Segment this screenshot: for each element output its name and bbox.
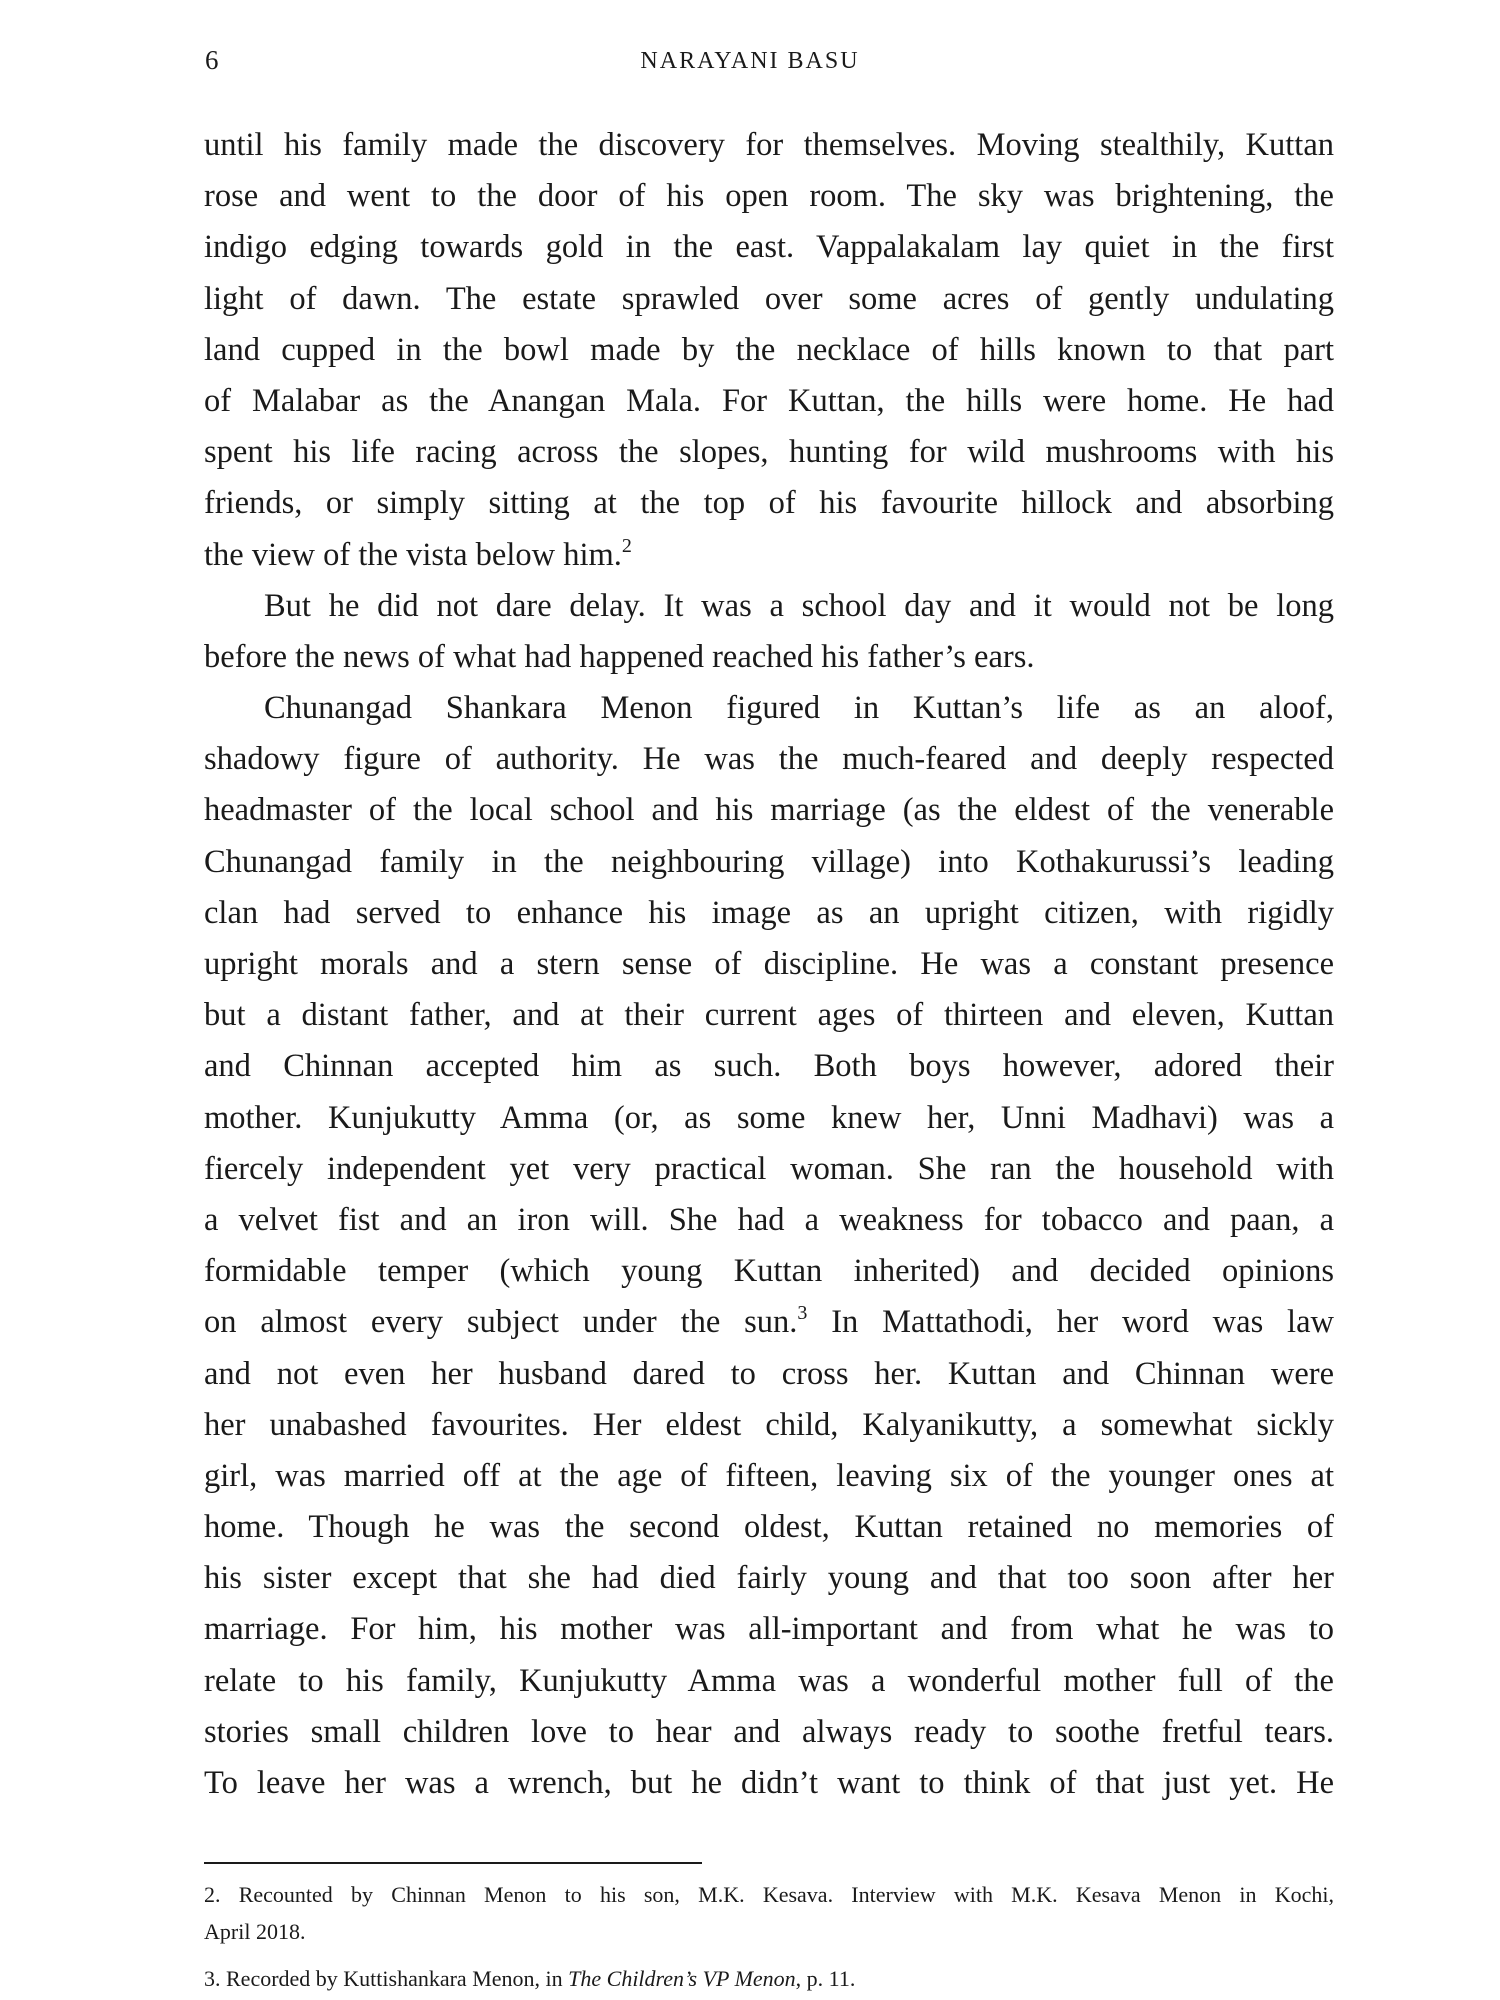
body-line (204, 530, 1334, 581)
footnote-marker-3[interactable]: 3 (797, 1302, 808, 1325)
body-line: headmaster of the local school and his marriage (as the eldest of the venerable (204, 792, 1334, 829)
body-line: girl, was married off at the age of fifteen, leaving six of the younger ones at (204, 1457, 1334, 1494)
body-line: Chunangad Shankara Menon figured in Kuttan’s life as an aloof, (264, 690, 1334, 727)
body-line: stories small children love to hear and always ready to soothe fretful tears. (204, 1713, 1334, 1750)
body-line: and Chinnan accepted him as such. Both boys however, adored their (204, 1048, 1334, 1085)
body-line: spent his life racing across the slopes, hunting for wild mushrooms with his (204, 434, 1334, 471)
body-line: before the news of what had happened reached his father’s ears. (204, 638, 1035, 675)
body-line: clan had served to enhance his image as an upright citizen, with rigidly (204, 894, 1334, 931)
footnote-3 (204, 1960, 1334, 1997)
body-line: mother. Kunjukutty Amma (or, as some knew her, Unni Madhavi) was a (204, 1099, 1334, 1136)
footnote-line: 2. Recounted by Chinnan Menon to his son, M.K. Kesava. Interview with M.K. Kesava Menon in Kochi, (204, 1882, 1334, 1907)
body-line: fiercely independent yet very practical woman. She ran the household with (204, 1150, 1334, 1187)
body-line: but a distant father, and at their current ages of thirteen and eleven, Kuttan (204, 997, 1334, 1034)
footnote-marker-2[interactable]: 2 (621, 534, 632, 557)
body-line: But he did not dare delay. It was a school day and it would not be long (264, 587, 1334, 624)
footnote-text: 3. Recorded by Kuttishankara Menon, in (204, 1966, 569, 1991)
book-title: The Children’s VP Menon (568, 1966, 796, 1991)
footnote-divider (204, 1862, 702, 1864)
body-line: of Malabar as the Anangan Mala. For Kuttan, the hills were home. He had (204, 382, 1334, 419)
body-line: rose and went to the door of his open room. The sky was brightening, the (204, 178, 1334, 215)
body-line: indigo edging towards gold in the east. Vappalakalam lay quiet in the first (204, 229, 1334, 266)
body-line: her unabashed favourites. Her eldest child, Kalyanikutty, a somewhat sickly (204, 1406, 1334, 1443)
body-line: To leave her was a wrench, but he didn’t want to think of that just yet. He (204, 1765, 1334, 1801)
body-line (204, 1297, 1334, 1348)
body-line: marriage. For him, his mother was all-important and from what he was to (204, 1611, 1334, 1648)
body-line: a velvet fist and an iron will. She had a weakness for tobacco and paan, a (204, 1201, 1334, 1238)
body-line: relate to his family, Kunjukutty Amma was a wonderful mother full of the (204, 1662, 1334, 1699)
body-line-text: the view of the vista below him. (204, 536, 622, 573)
body-line: Chunangad family in the neighbouring village) into Kothakurussi’s leading (204, 843, 1334, 880)
body-line: his sister except that she had died fairly young and that too soon after her (204, 1560, 1334, 1597)
body-line: shadowy figure of authority. He was the much-feared and deeply respected (204, 741, 1334, 778)
footnote-line (204, 1960, 1334, 1997)
footnote-text: , p. 11. (795, 1966, 856, 1991)
body-line: and not even her husband dared to cross her. Kuttan and Chinnan were (204, 1355, 1334, 1392)
running-head: NARAYANI BASU (640, 48, 860, 74)
body-line: friends, or simply sitting at the top of his favourite hillock and absorbing (204, 485, 1334, 522)
body-line: home. Though he was the second oldest, Kuttan retained no memories of (204, 1509, 1334, 1546)
body-line-text: on almost every subject under the sun. (204, 1304, 798, 1341)
body-line: light of dawn. The estate sprawled over some acres of gently undulating (204, 280, 1334, 317)
body-text (204, 120, 1334, 1809)
footnote-line: April 2018. (204, 1919, 306, 1944)
body-line: until his family made the discovery for themselves. Moving stealthily, Kuttan (204, 127, 1334, 163)
body-line: land cupped in the bowl made by the necklace of hills known to that part (204, 331, 1334, 368)
body-line: upright morals and a stern sense of discipline. He was a constant presence (204, 946, 1334, 982)
body-line-text: In Mattathodi, her word was law (807, 1304, 1334, 1341)
body-line: formidable temper (which young Kuttan inherited) and decided opinions (204, 1253, 1334, 1290)
footnote-2 (204, 1876, 1334, 1950)
footnotes (204, 1876, 1334, 1997)
page-number: 6 (205, 45, 219, 75)
